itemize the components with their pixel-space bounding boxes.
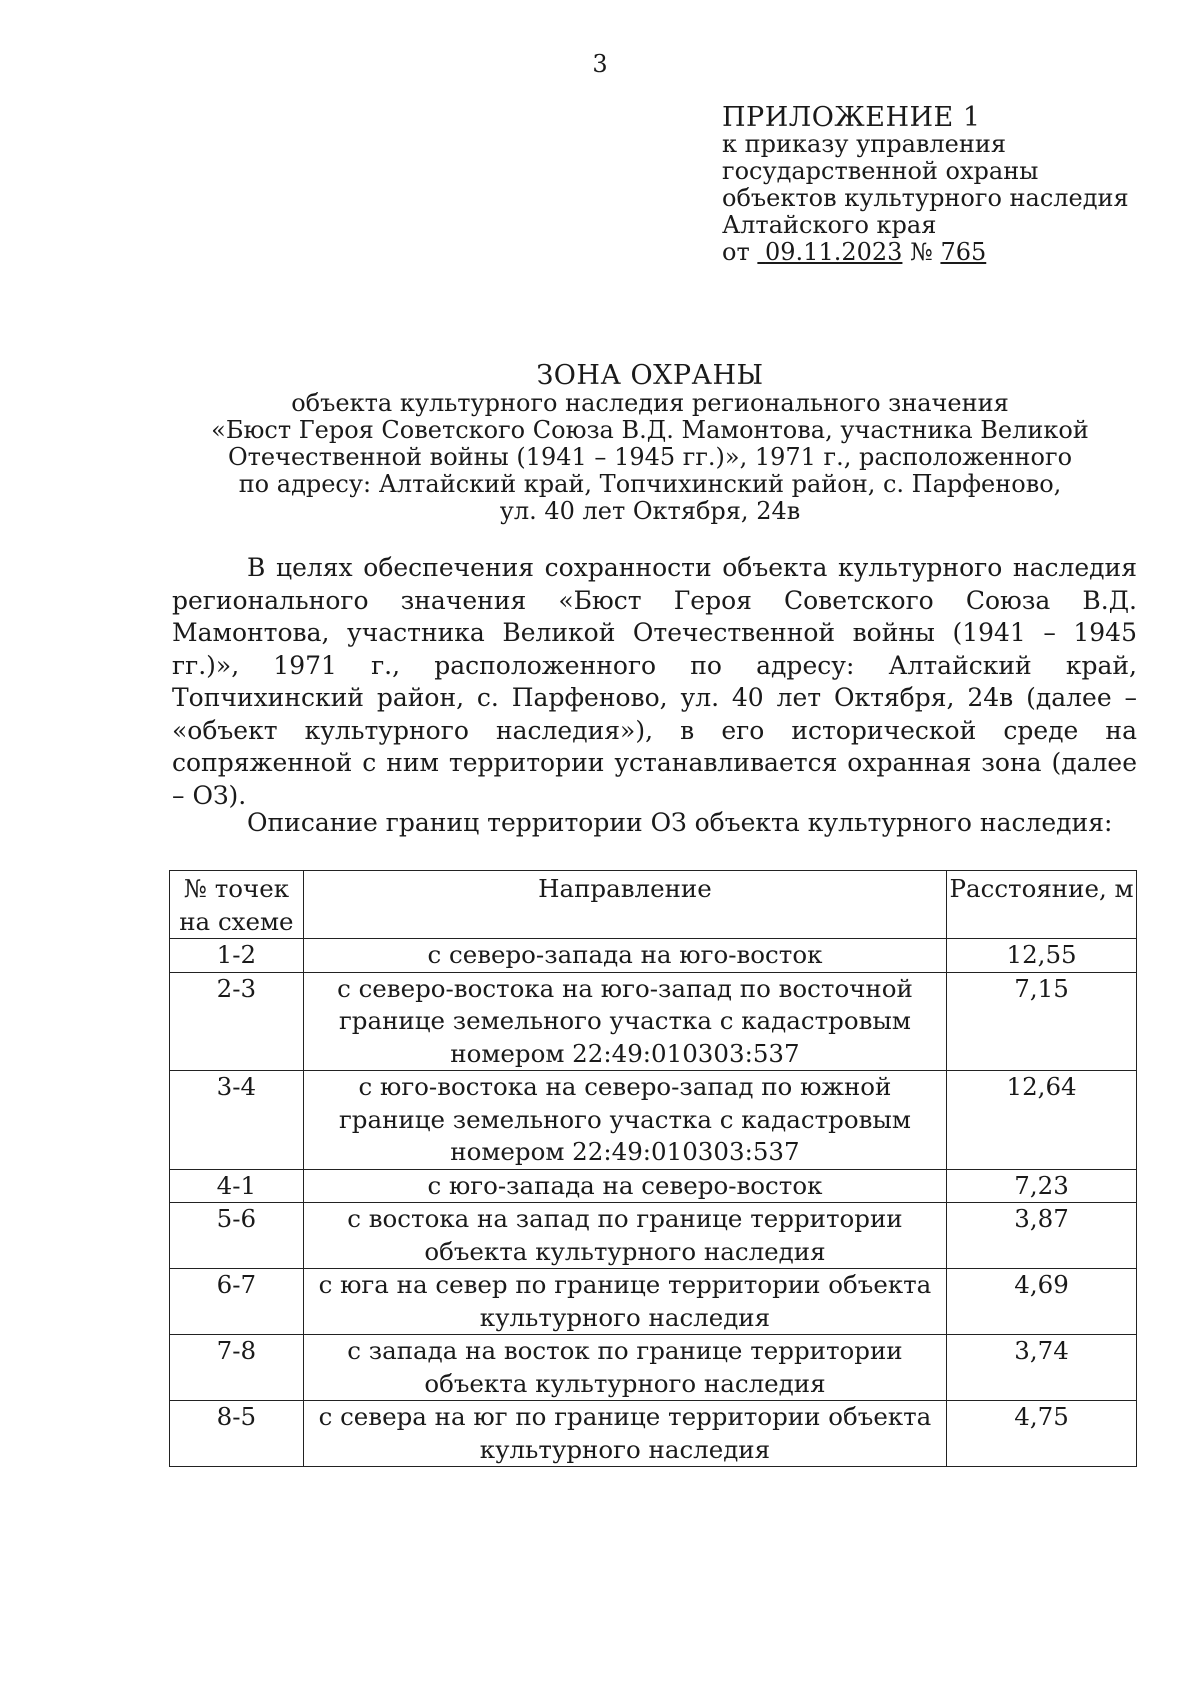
- table-caption: Описание границ территории ОЗ объекта культурного наследия:: [247, 808, 1113, 837]
- cell-direction: с юго-запада на северо-восток: [303, 1169, 946, 1203]
- cell-distance: 4,69: [947, 1269, 1137, 1335]
- cell-direction: с севера на юг по границе территории объекта культурного наследия: [303, 1401, 946, 1467]
- table-row: [170, 1071, 1137, 1170]
- appendix-line: к приказу управления: [722, 130, 1007, 158]
- table-row: [170, 939, 1137, 973]
- cell-direction: с юга на север по границе территории объекта культурного наследия: [303, 1269, 946, 1335]
- table-row: [170, 1203, 1137, 1269]
- cell-points: 3-4: [170, 1071, 304, 1170]
- cell-distance: 12,55: [947, 939, 1137, 973]
- cell-direction: с юго-востока на северо-запад по южной границе земельного участка с кадастровым номером 22:49:010303:537: [303, 1071, 946, 1170]
- cell-distance: 7,23: [947, 1169, 1137, 1203]
- order-date: 09.11.2023: [765, 238, 903, 266]
- cell-direction: с запада на восток по границе территории объекта культурного наследия: [303, 1335, 946, 1401]
- appendix-line: Алтайского края: [722, 211, 937, 239]
- appendix-line: объектов культурного наследия: [722, 184, 1129, 212]
- cell-distance: 3,87: [947, 1203, 1137, 1269]
- number-prefix: №: [910, 238, 933, 266]
- document-title: ЗОНА ОХРАНЫ: [536, 360, 764, 391]
- cell-points: 2-3: [170, 972, 304, 1071]
- title-line: по адресу: Алтайский край, Топчихинский район, с. Парфеново,: [238, 470, 1062, 498]
- page-number: 3: [592, 50, 608, 78]
- cell-distance: 4,75: [947, 1401, 1137, 1467]
- document-title-block: [160, 362, 1140, 525]
- cell-distance: 3,74: [947, 1335, 1137, 1401]
- title-line: «Бюст Героя Советского Союза В.Д. Мамонтова, участника Великой: [211, 416, 1089, 444]
- appendix-line: государственной охраны: [722, 157, 1039, 185]
- table-row: [170, 1169, 1137, 1203]
- cell-direction: с северо-запада на юго-восток: [303, 939, 946, 973]
- cell-points: 1-2: [170, 939, 304, 973]
- table-row: [170, 1335, 1137, 1401]
- header-direction: Направление: [303, 871, 946, 939]
- cell-points: 4-1: [170, 1169, 304, 1203]
- cell-distance: 7,15: [947, 972, 1137, 1071]
- appendix-block: [722, 104, 1129, 266]
- cell-points: 5-6: [170, 1203, 304, 1269]
- body-paragraph: В целях обеспечения сохранности объекта культурного наследия регионального значения «Бюст Героя Советского Союза В.Д. Мамонтова, участника Великой Отечественной войны (1941 – 1945 гг.)», 1971 г., расположенного по адресу: Алтайский край, Топчихинский район, с. Парфеново, ул. 40 лет Октября, 24в (далее – «объект культурного наследия»), в его исторической среде на сопряженной с ним территории устанавливается охранная зона (далее – ОЗ).: [172, 553, 1137, 810]
- cell-distance: 12,64: [947, 1071, 1137, 1170]
- cell-points: 8-5: [170, 1401, 304, 1467]
- table-row: [170, 1269, 1137, 1335]
- cell-points: 7-8: [170, 1335, 304, 1401]
- table-row: [170, 972, 1137, 1071]
- cell-direction: с востока на запад по границе территории объекта культурного наследия: [303, 1203, 946, 1269]
- title-line: объекта культурного наследия регионального значения: [291, 389, 1009, 417]
- boundaries-table: [169, 870, 1137, 1467]
- date-prefix: от: [722, 238, 750, 266]
- title-line: Отечественной войны (1941 – 1945 гг.)», 1971 г., расположенного: [227, 443, 1073, 471]
- table-row: [170, 1401, 1137, 1467]
- order-number: 765: [940, 238, 987, 266]
- appendix-title: ПРИЛОЖЕНИЕ 1: [722, 102, 981, 133]
- order-date-line: [722, 239, 1129, 266]
- table-header-row: [170, 871, 1137, 939]
- cell-direction: с северо-востока на юго-запад по восточной границе земельного участка с кадастровым номером 22:49:010303:537: [303, 972, 946, 1071]
- header-points: № точек на схеме: [170, 871, 304, 939]
- title-line: ул. 40 лет Октября, 24в: [499, 497, 801, 525]
- cell-points: 6-7: [170, 1269, 304, 1335]
- header-distance: Расстояние, м: [947, 871, 1137, 939]
